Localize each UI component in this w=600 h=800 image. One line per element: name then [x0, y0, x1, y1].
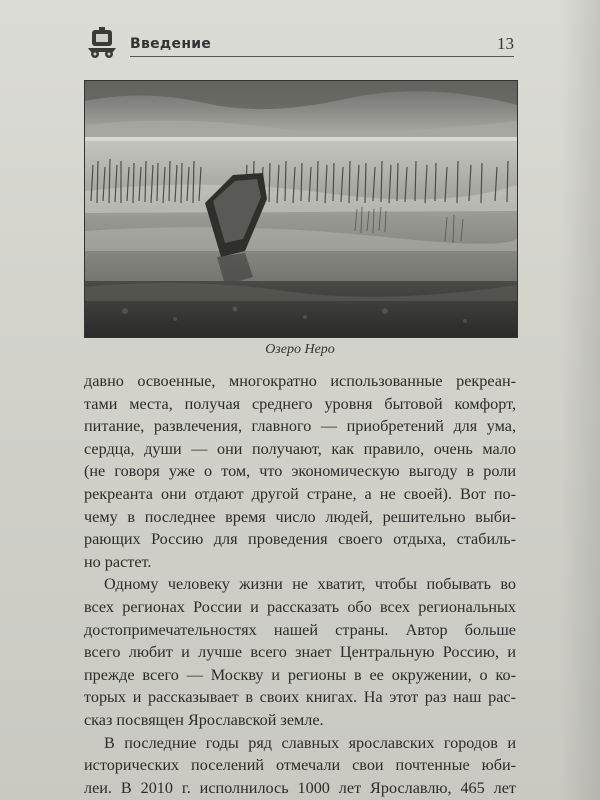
text-line: сказ посвящен Ярославской земле.	[84, 710, 324, 729]
header-rule	[130, 56, 514, 57]
series-logo-icon	[84, 26, 120, 60]
text-line: но растет.	[84, 552, 152, 571]
text-line: давно освоенные, многократно использованные рекреан-	[84, 372, 516, 390]
text-line: исторических поселений отмечали свои почтенные юби-	[84, 756, 516, 775]
text-line: торых и рассказывает в своих книгах. На этот раз наш рас-	[84, 688, 516, 707]
page-number: 13	[497, 34, 514, 53]
text-line: всего любит и лучше всего знает Центральную Россию, и	[84, 643, 516, 662]
section-title: Введение	[130, 36, 212, 52]
lake-photo	[84, 80, 518, 338]
figure-caption: Озеро Неро	[265, 342, 335, 357]
running-header	[84, 26, 514, 60]
text-line: В последние годы ряд славных ярославских городов и	[104, 733, 516, 752]
text-line: чему в последнее время число людей, решительно выби-	[84, 507, 516, 526]
text-line: рающих Россию для проведения своего отдыха, стабиль-	[84, 530, 516, 549]
text-line: достопримечательностях нашей страны. Автор больше	[84, 620, 516, 639]
text-line: тами места, получая среднего уровня бытовой комфорт,	[84, 394, 516, 413]
text-line: леи. В 2010 г. исполнилось 1000 лет Ярославлю, 465 лет	[84, 778, 516, 797]
text-line: сердца, души — они получают, как правило, очень мало	[84, 439, 516, 458]
text-line: Одному человеку жизни не хватит, чтобы побывать во	[104, 575, 516, 594]
text-line: питание, развлечения, главного — приобретений для ума,	[84, 417, 516, 436]
text-line: рекреанта они отдают другой стране, а не своей). Вот по-	[84, 484, 516, 503]
text-line: прежде всего — Москву и регионы в ее окружении, о ко-	[84, 665, 516, 684]
body-text	[84, 370, 516, 799]
text-line: всех регионах России и рассказать обо всех региональных	[84, 597, 516, 616]
page-edge-shadow	[560, 0, 600, 800]
text-line: (не говоря уже о том, что экономическую выгоду в роли	[84, 462, 516, 481]
